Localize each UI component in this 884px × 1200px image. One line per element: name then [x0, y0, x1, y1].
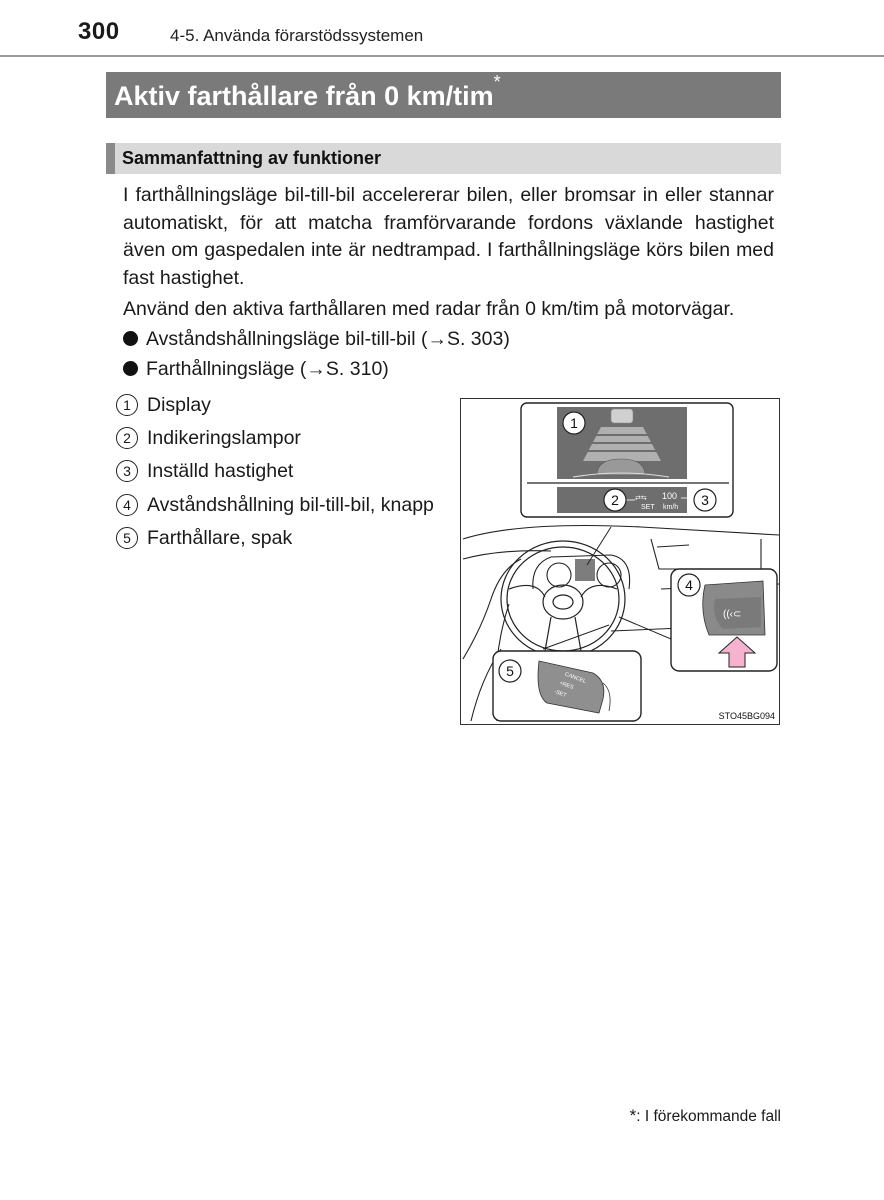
set-label: SET	[641, 504, 655, 511]
component-label: Avståndshållning bil-till-bil, knapp	[147, 494, 434, 516]
number-circle: 5	[116, 527, 138, 549]
section-heading-bar	[106, 143, 781, 174]
indicator-glyph: ⇄⇆	[635, 495, 647, 502]
component-label: Indikeringslampor	[147, 427, 301, 449]
dashboard-drawing	[461, 399, 780, 725]
number-circle: 4	[116, 494, 138, 516]
instrument-cluster	[533, 555, 630, 589]
speed-value: 100	[662, 491, 678, 501]
title-bar	[106, 72, 781, 118]
footnote-text: : I förekommande fall	[636, 1108, 781, 1125]
page-title: Aktiv farthållare från 0 km/tim	[114, 81, 494, 111]
footnote-star: *	[629, 1106, 637, 1125]
svg-text:-SET: -SET	[553, 689, 568, 699]
svg-text:CANCEL: CANCEL	[563, 671, 587, 685]
bullet-dot-icon	[123, 331, 138, 346]
svg-text:+RES: +RES	[558, 680, 575, 691]
component-item	[116, 458, 293, 485]
number-circle: 2	[116, 427, 138, 449]
lever-inset	[493, 651, 641, 721]
svg-text:1: 1	[570, 415, 578, 431]
component-item	[116, 425, 301, 452]
mode-bullet	[123, 326, 510, 353]
component-label: Farthållare, spak	[147, 527, 293, 549]
footnote	[630, 1106, 781, 1126]
number-circle: 3	[116, 460, 138, 482]
usage-paragraph: Använd den aktiva farthållaren med radar från 0 km/tim på motorvägar.	[123, 298, 735, 320]
speed-unit: km/h	[663, 504, 679, 511]
dashboard-illustration	[460, 398, 780, 725]
heading-accent	[106, 143, 115, 174]
component-label: Inställd hastighet	[147, 460, 294, 482]
component-label: Display	[147, 394, 211, 416]
svg-text:3: 3	[701, 492, 709, 508]
intro-paragraph: I farthållningsläge bil-till-bil accelererar bilen, eller bromsar in eller stannar automatiskt, för att matcha framförvarande fordons växlande hastighet även om gaspedalen inte är nedtrampad. I farthållningsläge körs bilen med fast hastighet.	[123, 184, 774, 289]
bullet-dot-icon	[123, 361, 138, 376]
callout-2	[604, 489, 626, 511]
header-divider	[0, 55, 884, 57]
callout-5: 5	[506, 663, 514, 679]
button-inset	[671, 569, 777, 671]
mode-label: Farthållningsläge (→S. 310)	[146, 358, 389, 380]
mode-bullet	[123, 356, 389, 383]
mode-label: Avståndshållningsläge bil-till-bil (→S. 303)	[146, 328, 510, 350]
callout-1	[563, 412, 585, 434]
component-item	[116, 525, 292, 552]
section-reference: 4-5. Använda förarstödssystemen	[170, 26, 424, 45]
svg-text:2: 2	[611, 492, 619, 508]
component-item	[116, 392, 211, 419]
page-number: 300	[78, 18, 120, 45]
callout-4: 4	[685, 577, 693, 593]
component-item	[116, 492, 434, 519]
number-circle: 1	[116, 394, 138, 416]
distance-button-icon: ((‹⊂	[723, 609, 742, 620]
title-asterisk: *	[493, 72, 501, 92]
section-heading: Sammanfattning av funktioner	[122, 148, 382, 168]
callout-3	[694, 489, 716, 511]
figure-code: STO45BG094	[718, 711, 775, 721]
steering-wheel	[501, 541, 625, 657]
